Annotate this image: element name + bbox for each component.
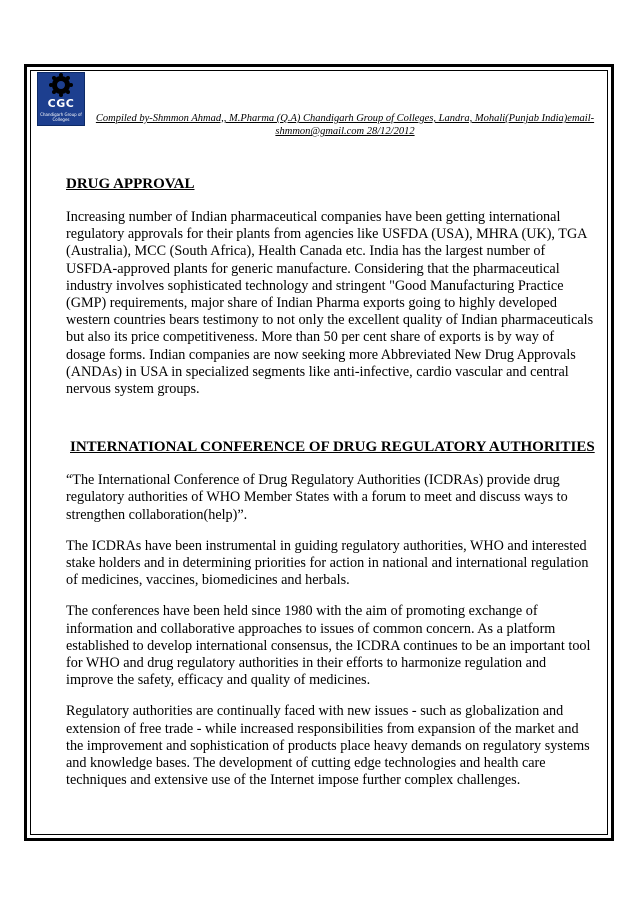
logo-subtitle: Chandigarh Group of Colleges [40,112,82,122]
gear-emblem-icon [38,73,84,97]
icdra-paragraph-3: The conferences have been held since 1980 with the aim of promoting exchange of information and collaborative approaches to issues of common concern. As a platform established to develop international consensus, the ICDRA continues to be an important tool for WHO and drug regulatory authorities in their efforts to harmonize regulation and improve the safety, efficacy and quality of medicines. [66,603,591,689]
icdra-paragraph-2: The ICDRAs have been instrumental in guiding regulatory authorities, WHO and interested stake holders and in determining priorities for action in national and international regulation of medicines, vaccines, biomedicines and herbals. [66,537,589,589]
compiled-by-header [88,112,602,138]
header-line-1: Compiled by-Shmmon Ahmad,, M.Pharma (Q.A) Chandigarh Group of Colleges, Landra, Mohali(Punjab India)email- [95,113,595,124]
cgc-logo [37,72,85,126]
drug-approval-paragraph: Increasing number of Indian pharmaceutical companies have been getting international regulatory approvals for their plants from agencies like USFDA (USA), MHRA (UK), TGA (Australia), MCC (South Africa), Health Canada etc. India has the largest number of USFDA-approved plants for generic manufacture. Considering that the pharmaceutical industry involves sophisticated technology and stringent "Good Manufacturing Practice (GMP) requirements, major share of Indian Pharma exports going to highly developed western countries bears testimony to not only the excellent quality of Indian pharmaceuticals but also its price competitiveness. More than 50 per cent share of exports is by way of dosage forms. Indian companies are now seeking more Abbreviated New Drug Approvals (ANDAs) in USA in specialized segments like anti-infective, cardio vascular and central nervous system groups. [66,209,594,398]
drug-approval-heading: DRUG APPROVAL [66,176,195,192]
icdra-paragraph-1: “The International Conference of Drug Regulatory Authorities (ICDRAs) provide drug regulatory authorities of WHO Member States with a forum to meet and discuss ways to strengthen collaboration(help)”. [66,472,568,523]
header-line-2: shmmon@gmail.com 28/12/2012 [275,126,415,137]
icdra-paragraph-4: Regulatory authorities are continually faced with new issues - such as globalization and extension of free trade - while increased responsibilities from expansion of the market and the improvement and sophistication of products place heavy demands on regulatory systems and knowledge bases. The development of cutting edge technologies and health care techniques and extensive use of the Internet impose further complex challenges. [66,703,590,789]
icdra-heading: INTERNATIONAL CONFERENCE OF DRUG REGULATORY AUTHORITIES [70,439,595,456]
logo-name: CGC [47,97,75,110]
document-content [66,175,596,803]
